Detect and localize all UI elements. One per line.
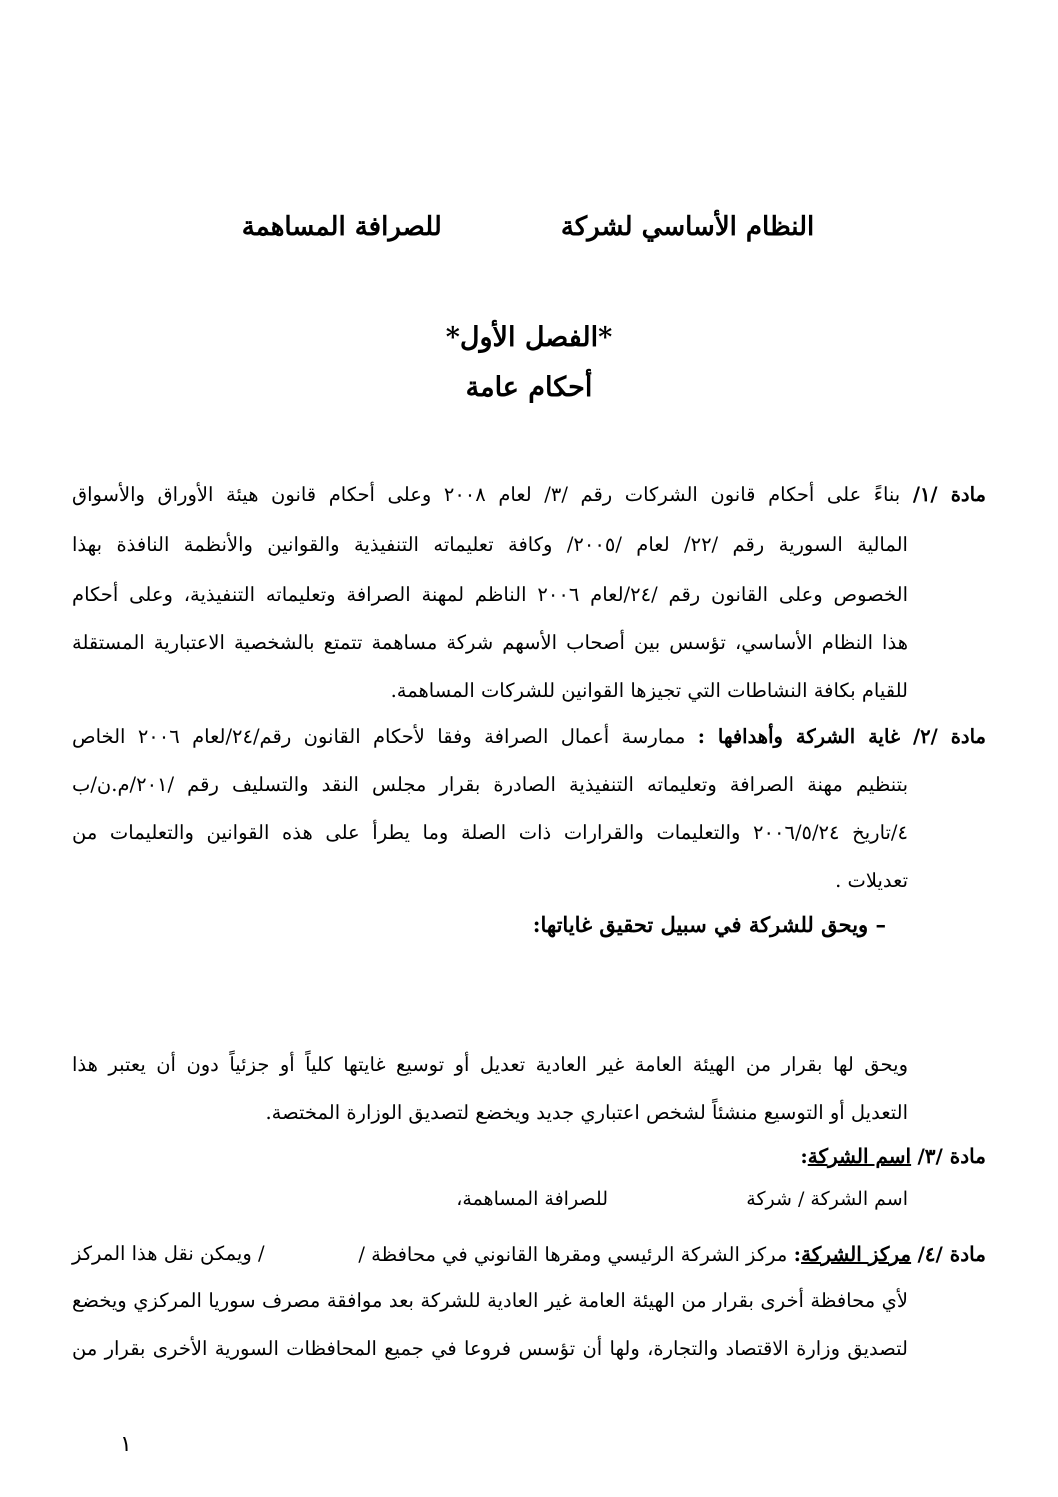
article-1-line-4: هذا النظام الأساسي، تؤسس بين أصحاب الأسهم شركة مساهمة تتمتع بالشخصية الاعتبارية المستقلة xyxy=(72,631,908,654)
article-3-label: مادة /٣/ xyxy=(917,1144,986,1168)
chapter-heading: *الفصل الأول* xyxy=(445,322,613,353)
company-name-prefix: اسم الشركة / شركة xyxy=(746,1188,908,1210)
article-2-line-3: ٤/تاريخ ٢٠٠٦/٥/٢٤ والتعليمات والقرارات ذات الصلة وما يطرأ على هذه القوانين والتعليمات من xyxy=(72,821,908,844)
article-1-text: بناءً على أحكام قانون الشركات رقم /٣/ لعام ٢٠٠٨ وعلى أحكام قانون هيئة الأوراق والأسواق xyxy=(72,483,901,506)
article-4-line-3: لتصديق وزارة الاقتصاد والتجارة، ولها أن تؤسس فروعا في جميع المحافظات السورية الأخرى بقرار من xyxy=(72,1337,908,1360)
chapter-subheading: أحكام عامة xyxy=(465,372,593,403)
article-2-line-4: تعديلات . xyxy=(835,869,908,892)
article-4-line-2: لأي محافظة أخرى بقرار من الهيئة العامة غير العادية للشركة بعد موافقة مصرف سوريا المركزي ويخضع xyxy=(72,1289,908,1312)
article-4-text-a: مركز الشركة الرئيسي ومقرها القانوني في محافظة / xyxy=(358,1243,788,1266)
article-2-para2-line-2: التعديل أو التوسيع منشئاً لشخص اعتباري جديد ويخضع لتصديق الوزارة المختصة. xyxy=(265,1101,908,1124)
article-1-line-1 xyxy=(72,480,986,510)
company-name-suffix: للصرافة المساهمة، xyxy=(456,1188,608,1210)
title-part-1: النظام الأساسي لشركة xyxy=(560,212,815,242)
document-title xyxy=(228,212,828,262)
article-4-text-b: / ويمكن نقل هذا المركز xyxy=(72,1242,265,1265)
article-2-text: ممارسة أعمال الصرافة وفقا لأحكام القانون رقم/٢٤/لعام ٢٠٠٦ الخاص xyxy=(72,725,686,748)
article-2-subheading: – ويحق للشركة في سبيل تحقيق غاياتها: xyxy=(532,912,886,937)
article-4-heading xyxy=(358,1238,986,1271)
article-1-line-2: المالية السورية رقم /٢٢/ لعام /٢٠٠٥/ وكافة تعليماته التنفيذية والقوانين والأنظمة النافذة بهذا xyxy=(72,533,908,556)
article-4-label: مادة /٤/ xyxy=(917,1242,986,1266)
article-2-line-1 xyxy=(72,722,986,752)
article-4-name-label: مركز الشركة xyxy=(801,1242,912,1266)
article-3-heading xyxy=(800,1140,986,1172)
article-2-label: مادة /٢/ غاية الشركة وأهدافها : xyxy=(697,725,986,748)
article-2-line-2: بتنظيم مهنة الصرافة وتعليماته التنفيذية الصادرة بقرار مجلس النقد والتسليف رقم /٢٠١/م.ن/ب xyxy=(72,773,908,796)
title-part-2: للصرافة المساهمة xyxy=(241,212,442,242)
page-number: ١ xyxy=(120,1432,132,1457)
article-1-line-3: الخصوص وعلى القانون رقم /٢٤/لعام ٢٠٠٦ الناظم لمهنة الصرافة وتعليماته التنفيذية، وعلى أحكام xyxy=(72,583,909,606)
article-3-colon: : xyxy=(800,1144,808,1168)
article-4-colon: : xyxy=(793,1242,802,1266)
article-1-line-5: للقيام بكافة النشاطات التي تجيزها القوانين للشركات المساهمة. xyxy=(390,679,908,702)
article-3-name-label: اسم الشركة xyxy=(807,1144,912,1168)
article-1-label: مادة /١/ xyxy=(912,483,986,506)
article-2-para2-line-1: ويحق لها بقرار من الهيئة العامة غير العادية تعديل أو توسيع غايتها كلياً أو جزئياً دون أن يعتبر هذا xyxy=(72,1053,908,1076)
